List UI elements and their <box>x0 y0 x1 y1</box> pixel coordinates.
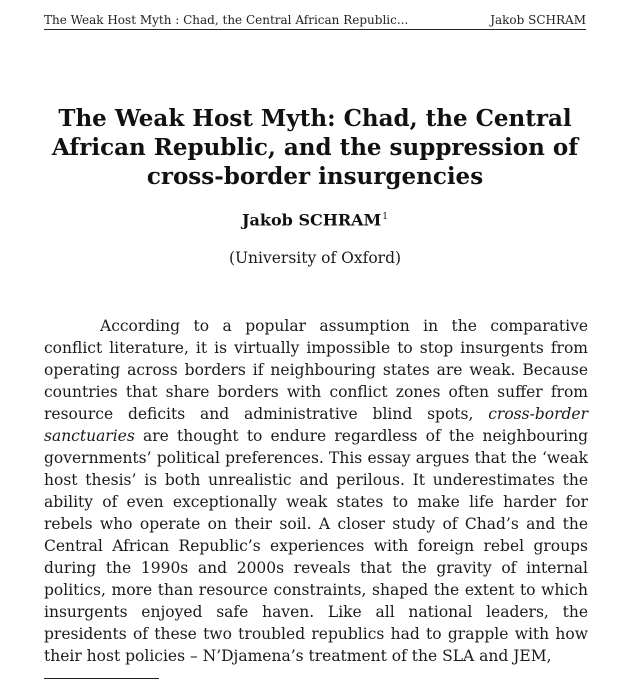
footnote-separator <box>44 678 159 679</box>
author-name: Jakob SCHRAM <box>241 210 382 230</box>
article-title <box>44 104 586 191</box>
abstract-paragraph <box>44 315 588 667</box>
article-title-line-1: The Weak Host Myth: Chad, the Central <box>58 105 572 132</box>
running-header-author: Jakob SCHRAM <box>490 13 586 27</box>
abstract-text-1: According to a popular assumption in the comparative conflict literature, it is virtually impossible to stop insurgents from operating across borders if neighbouring states are weak. Because countries that share borders with conflict zones often suffer from resource deficits and administrative blind spots, <box>44 317 588 423</box>
running-header-title: The Weak Host Myth : Chad, the Central African Republic... <box>44 13 409 27</box>
author-affiliation: (University of Oxford) <box>228 249 402 267</box>
running-header <box>44 13 586 30</box>
footnote-marker[interactable]: 1 <box>382 212 388 222</box>
article-title-line-2: African Republic, and the suppression of <box>51 134 579 161</box>
article-title-line-3: cross-border insurgencies <box>146 163 484 190</box>
abstract-emphasis: cross-border sanctuaries <box>44 405 588 445</box>
abstract-text-2: are thought to endure regardless of the neighbouring governments’ political preferences. This essay argues that the ‘weak host thesis’ is both unrealistic and perilous. It underestimates the ability of even exceptionally weak states to make life harder for rebels who operate on their soil. A closer study of Chad’s and the Central African Republic’s experiences with foreign rebel groups during the 1990s and 2000s reveals that the gravity of internal politics, more than resource constraints, shaped the extent to which insurgents enjoyed safe haven. Like all national leaders, the presidents of these two troubled republics had to grapple with how their host policies – N’Djamena’s treatment of the SLA and JEM, <box>44 427 588 665</box>
article-author <box>44 207 586 230</box>
